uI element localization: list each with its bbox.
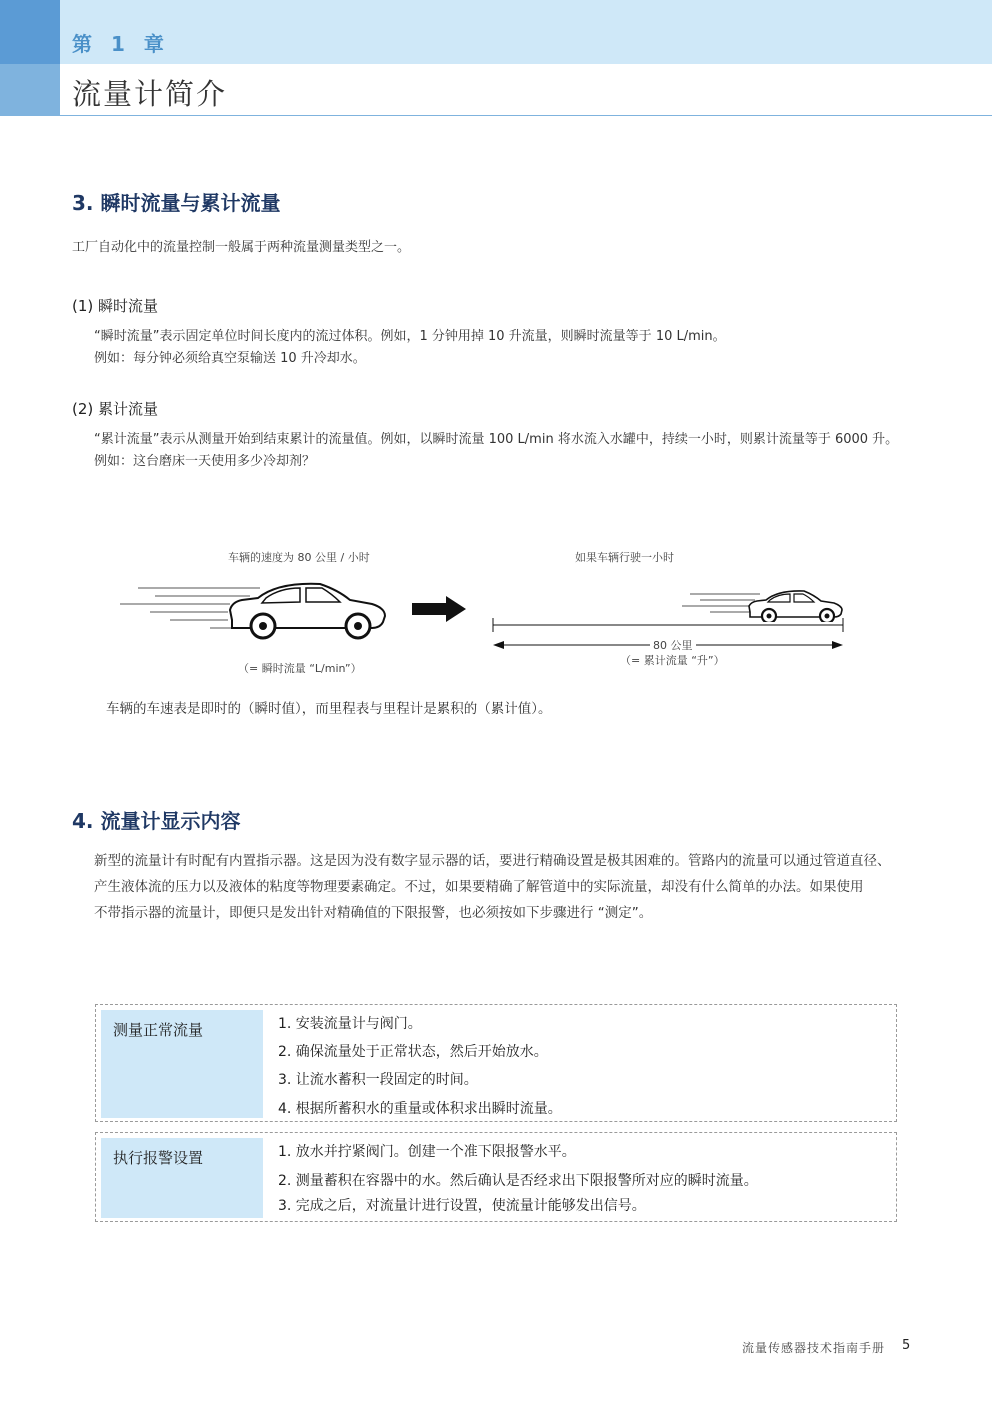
header-rule [60, 115, 992, 116]
procedure-step: 4. 根据所蓄积水的重量或体积求出瞬时流量。 [278, 1101, 562, 1117]
procedure-step: 3. 让流水蓄积一段固定的时间。 [278, 1072, 478, 1088]
cumulative-flow-example: 例如：这台磨床一天使用多少冷却剂？ [94, 454, 316, 469]
speed-caption: （= 瞬时流量 “L/min”） [238, 662, 362, 675]
procedure-table-alarm-setting [95, 1132, 897, 1222]
procedure-table-normal-flow [95, 1004, 897, 1122]
procedure-step: 3. 完成之后，对流量计进行设置，使流量计能够发出信号。 [278, 1198, 646, 1214]
header-band [60, 0, 992, 64]
footer-manual-title: 流量传感器技术指南手册 [742, 1341, 886, 1355]
procedure-step: 2. 确保流量处于正常状态，然后开始放水。 [278, 1044, 548, 1060]
header-accent-bar [0, 0, 60, 64]
procedure-step: 2. 测量蓄积在容器中的水。然后确认是否经求出下限报警所对应的瞬时流量。 [278, 1173, 758, 1189]
instant-flow-example: 例如：每分钟必须给真空泵输送 10 升冷却水。 [94, 351, 366, 366]
section-3-intro: 工厂自动化中的流量控制一般属于两种流量测量类型之一。 [72, 240, 411, 255]
speedometer-summary: 车辆的车速表是即时的（瞬时值），而里程表与里程计是累积的（累计值）。 [106, 701, 552, 717]
chapter-number: 第 1 章 [72, 32, 170, 56]
procedure-step: 1. 安装流量计与阀门。 [278, 1016, 422, 1032]
distance-caption: （= 累计流量 “升”） [620, 654, 725, 667]
cumulative-flow-heading: (2) 累计流量 [72, 400, 159, 418]
paragraph-line: 不带指示器的流量计，即便只是发出针对精确值的下限报警，也必须按如下步骤进行 “测定”。 [94, 905, 653, 921]
arrow-right-icon [412, 596, 466, 622]
page-number: 5 [902, 1338, 911, 1353]
instant-flow-definition: “瞬时流量”表示固定单位时间长度内的流过体积。例如，1 分钟用掉 10 升流量，则瞬时流量等于 10 L/min。 [94, 329, 726, 344]
cumulative-flow-definition: “累计流量”表示从测量开始到结束累计的流量值。例如，以瞬时流量 100 L/min 将水流入水罐中，持续一小时，则累计流量等于 6000 升。 [94, 432, 899, 447]
header-accent-bar-lower [0, 64, 60, 116]
section-3-title: 3. 瞬时流量与累计流量 [72, 191, 281, 215]
car-icon [110, 570, 400, 642]
instant-flow-heading: (1) 瞬时流量 [72, 297, 159, 315]
speed-label: 车辆的速度为 80 公里 / 小时 [228, 551, 370, 564]
procedure-step: 1. 放水并拧紧阀门。创建一个准下限报警水平。 [278, 1144, 576, 1160]
procedure-label: 测量正常流量 [101, 1010, 263, 1118]
section-4-paragraph [94, 848, 924, 926]
drive-hour-label: 如果车辆行驶一小时 [575, 551, 674, 564]
procedure-label: 执行报警设置 [101, 1138, 263, 1218]
paragraph-line: 产生液体流的压力以及液体的粘度等物理要素确定。不过，如果要精确了解管道中的实际流量，却没有什么简单的办法。如果使用 [94, 879, 864, 895]
distance-label: 80 公里 [650, 637, 696, 653]
chapter-title: 流量计简介 [72, 77, 228, 111]
paragraph-line: 新型的流量计有时配有内置指示器。这是因为没有数字显示器的话，要进行精确设置是极其困难的。管路内的流量可以通过管道直径、 [94, 853, 891, 869]
section-4-title: 4. 流量计显示内容 [72, 809, 241, 833]
